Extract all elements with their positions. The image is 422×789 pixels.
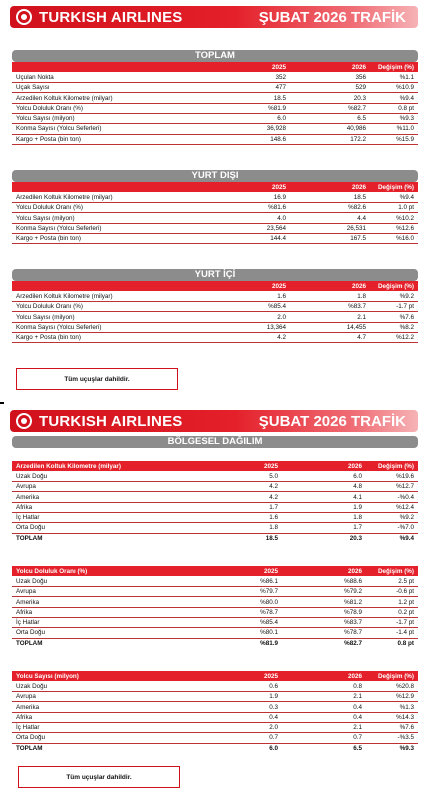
table-cell: %9.4 [370, 192, 418, 202]
table-cell: %9.4 [399, 534, 414, 542]
row-label: Yolcu Doluluk Oranı (%) [12, 203, 198, 213]
row-label: Afrika [12, 502, 192, 512]
table-row [12, 502, 418, 512]
table-row [12, 312, 418, 322]
column-header-metric [12, 62, 198, 72]
table-cell: %7.6 [366, 722, 418, 732]
table-row [12, 302, 418, 312]
airline-logo-icon [16, 413, 32, 429]
table-cell: 36,928 [198, 124, 290, 134]
table-cell: %78.7 [192, 607, 282, 617]
row-label: Avrupa [12, 692, 192, 702]
table-cell: 4.2 [192, 482, 282, 492]
table-header-row [12, 671, 418, 681]
row-label: Yolcu Sayısı (milyon) [12, 213, 198, 223]
table-header-row [12, 182, 418, 192]
table-cell: %10.9 [370, 83, 418, 93]
column-header: 2026 [282, 461, 366, 471]
row-label: Uçulan Nokta [12, 72, 198, 82]
header-banner [10, 410, 418, 432]
table-total-row [12, 743, 418, 753]
column-header: 2025 [198, 182, 290, 192]
section-heading: YURT DIŞI [12, 170, 418, 182]
traffic-table [12, 461, 418, 543]
column-header: Değişim (%) [366, 671, 418, 681]
column-header: 2026 [290, 182, 370, 192]
table-cell: -%3.5 [366, 733, 418, 743]
table-cell: %12.7 [366, 482, 418, 492]
table-row [12, 681, 418, 691]
table-cell: 0.4 [282, 702, 366, 712]
table-row [12, 587, 418, 597]
table-cell: %8.2 [370, 322, 418, 332]
row-label: TOPLAM [16, 534, 43, 542]
table-row [12, 628, 418, 638]
table-cell: -1.7 pt [370, 302, 418, 312]
table-cell: 4.2 [198, 332, 290, 342]
table-cell: 13,364 [198, 322, 290, 332]
table-cell: 0.8 [282, 681, 366, 691]
brand-name: TURKISH AIRLINES [39, 8, 183, 26]
table-cell: %83.7 [282, 617, 366, 627]
table-cell: %1.3 [366, 702, 418, 712]
table-cell: %12.6 [370, 223, 418, 233]
table-cell: 23,564 [198, 223, 290, 233]
section-yurt-ici [12, 269, 418, 343]
table-cell: 0.8 pt [370, 103, 418, 113]
row-label: Afrika [12, 607, 192, 617]
section-heading: YURT İÇİ [12, 269, 418, 281]
table-total-row [12, 533, 418, 543]
table-cell: 6.0 [269, 744, 278, 752]
traffic-table [12, 62, 418, 145]
table-row [12, 93, 418, 103]
traffic-table [12, 281, 418, 343]
table-row [12, 523, 418, 533]
table-cell: 6.5 [353, 744, 362, 752]
table-cell: 2.5 pt [366, 576, 418, 586]
table-cell: 18.5 [265, 534, 278, 542]
row-label: TOPLAM [16, 639, 43, 647]
section-heading: BÖLGESEL DAĞILIM [12, 436, 418, 448]
report-title: ŞUBAT 2026 TRAFİK [258, 412, 406, 430]
section-toplam [12, 50, 418, 145]
column-header: Değişim (%) [366, 461, 418, 471]
table-cell: 172.2 [290, 134, 370, 144]
table-cell: 5.0 [192, 471, 282, 481]
table-cell: 0.6 [192, 681, 282, 691]
row-label: Orta Doğu [12, 523, 192, 533]
table-cell: %16.0 [370, 233, 418, 243]
column-header: Değişim (%) [370, 182, 418, 192]
table-cell: %9.4 [370, 93, 418, 103]
table-cell: 477 [198, 83, 290, 93]
table-cell: %11.0 [370, 124, 418, 134]
table-cell: %79.2 [282, 587, 366, 597]
regional-ask-table [12, 461, 418, 543]
table-row [12, 733, 418, 743]
airline-logo-icon [16, 9, 32, 25]
column-header-metric: Arzedilen Koltuk Kilometre (milyar) [12, 461, 192, 471]
column-header: 2025 [192, 566, 282, 576]
row-label: Orta Doğu [12, 628, 192, 638]
table-row [12, 722, 418, 732]
table-cell: -%0.4 [366, 492, 418, 502]
section-yurt-disi [12, 170, 418, 244]
table-cell: 4.7 [290, 332, 370, 342]
table-cell: %19.6 [366, 471, 418, 481]
table-cell: %81.9 [260, 639, 278, 647]
table-cell: -%7.0 [366, 523, 418, 533]
table-cell: 148.6 [198, 134, 290, 144]
table-row [12, 607, 418, 617]
row-label: Orta Doğu [12, 733, 192, 743]
row-label: Kargo + Posta (bin ton) [12, 233, 198, 243]
table-cell: %14.3 [366, 712, 418, 722]
table-cell: 2.1 [282, 692, 366, 702]
table-cell: -0.6 pt [366, 587, 418, 597]
table-header-row [12, 62, 418, 72]
table-cell: 0.4 [192, 712, 282, 722]
table-row [12, 233, 418, 243]
table-cell: %9.3 [370, 113, 418, 123]
table-cell: 0.8 pt [397, 639, 414, 647]
table-row [12, 213, 418, 223]
column-header-metric [12, 281, 198, 291]
row-label: Kargo + Posta (bin ton) [12, 134, 198, 144]
section-regional-heading [12, 436, 418, 448]
column-header: 2026 [290, 281, 370, 291]
column-header: 2026 [282, 671, 366, 681]
table-row [12, 492, 418, 502]
row-label: İç Hatlar [12, 512, 192, 522]
table-cell: %10.2 [370, 213, 418, 223]
table-row [12, 617, 418, 627]
row-label: Konma Sayısı (Yolcu Seferleri) [12, 223, 198, 233]
table-cell: 18.5 [290, 192, 370, 202]
table-cell: %9.2 [366, 512, 418, 522]
table-cell: 16.9 [198, 192, 290, 202]
table-cell: %86.1 [192, 576, 282, 586]
row-label: Yolcu Doluluk Oranı (%) [12, 302, 198, 312]
table-cell: 4.4 [290, 213, 370, 223]
section-heading: TOPLAM [12, 50, 418, 62]
table-cell: 1.9 [192, 692, 282, 702]
table-header-row [12, 566, 418, 576]
table-cell: 1.8 [282, 512, 366, 522]
table-cell: 18.5 [198, 93, 290, 103]
table-cell: %85.4 [192, 617, 282, 627]
row-label: Uzak Doğu [12, 471, 192, 481]
table-cell: 1.7 [192, 502, 282, 512]
table-cell: 529 [290, 83, 370, 93]
table-cell: 40,986 [290, 124, 370, 134]
table-row [12, 322, 418, 332]
table-cell: 6.5 [290, 113, 370, 123]
row-label: Amerika [12, 597, 192, 607]
table-cell: 14,455 [290, 322, 370, 332]
page-divider [0, 396, 422, 404]
table-cell: %78.7 [282, 628, 366, 638]
column-header: 2025 [192, 461, 282, 471]
table-row [12, 576, 418, 586]
table-header-row [12, 461, 418, 471]
row-label: Avrupa [12, 587, 192, 597]
table-cell: %82.7 [344, 639, 362, 647]
table-row [12, 192, 418, 202]
table-cell: 144.4 [198, 233, 290, 243]
table-cell: 356 [290, 72, 370, 82]
row-label: Kargo + Posta (bin ton) [12, 332, 198, 342]
table-cell: 1.7 [282, 523, 366, 533]
table-cell: -1.7 pt [366, 617, 418, 627]
row-label: Konma Sayısı (Yolcu Seferleri) [12, 322, 198, 332]
table-cell: %83.7 [290, 302, 370, 312]
row-label: İç Hatlar [12, 617, 192, 627]
footnote-box: Tüm uçuşlar dahildir. [18, 766, 180, 788]
table-cell: %78.9 [282, 607, 366, 617]
footnote-box: Tüm uçuşlar dahildir. [16, 368, 178, 390]
table-row [12, 223, 418, 233]
column-header: 2025 [198, 281, 290, 291]
table-cell: 1.6 [192, 512, 282, 522]
table-row [12, 203, 418, 213]
table-cell: %80.0 [192, 597, 282, 607]
table-cell: 26,531 [290, 223, 370, 233]
table-cell: %88.6 [282, 576, 366, 586]
table-cell: 20.3 [349, 534, 362, 542]
table-row [12, 72, 418, 82]
table-cell: %82.7 [290, 103, 370, 113]
row-label: Konma Sayısı (Yolcu Seferleri) [12, 124, 198, 134]
table-row [12, 712, 418, 722]
table-cell: 4.0 [198, 213, 290, 223]
traffic-page-regional [0, 404, 422, 789]
table-row [12, 124, 418, 134]
table-cell: 352 [198, 72, 290, 82]
row-label: Amerika [12, 702, 192, 712]
column-header-metric: Yolcu Doluluk Oranı (%) [12, 566, 192, 576]
row-label: Arzedilen Koltuk Kilometre (milyar) [12, 93, 198, 103]
column-header: 2026 [290, 62, 370, 72]
traffic-table [12, 671, 418, 753]
traffic-table [12, 566, 418, 648]
table-cell: 0.4 [282, 712, 366, 722]
table-cell: 0.3 [192, 702, 282, 712]
table-row [12, 471, 418, 481]
row-label: Uzak Doğu [12, 681, 192, 691]
table-cell: 4.2 [192, 492, 282, 502]
table-cell: 6.0 [198, 113, 290, 123]
table-row [12, 332, 418, 342]
row-label: Uçak Sayısı [12, 83, 198, 93]
table-cell: %20.8 [366, 681, 418, 691]
table-cell: 20.3 [290, 93, 370, 103]
table-row [12, 692, 418, 702]
column-header: Değişim (%) [370, 62, 418, 72]
table-row [12, 512, 418, 522]
report-title: ŞUBAT 2026 TRAFİK [258, 8, 406, 26]
table-cell: 2.0 [192, 722, 282, 732]
table-cell: %15.9 [370, 134, 418, 144]
table-row [12, 113, 418, 123]
table-cell: 167.5 [290, 233, 370, 243]
row-label: Uzak Doğu [12, 576, 192, 586]
table-cell: %1.1 [370, 72, 418, 82]
table-cell: %9.3 [399, 744, 414, 752]
row-label: Arzedilen Koltuk Kilometre (milyar) [12, 291, 198, 301]
row-label: Yolcu Doluluk Oranı (%) [12, 103, 198, 113]
table-cell: 1.8 [192, 523, 282, 533]
table-row [12, 83, 418, 93]
column-header: Değişim (%) [366, 566, 418, 576]
table-cell: %81.2 [282, 597, 366, 607]
table-cell: 1.2 pt [366, 597, 418, 607]
row-label: Yolcu Sayısı (milyon) [12, 113, 198, 123]
table-cell: %79.7 [192, 587, 282, 597]
regional-load-factor-table [12, 566, 418, 648]
table-row [12, 702, 418, 712]
table-cell: %7.6 [370, 312, 418, 322]
table-cell: 2.0 [198, 312, 290, 322]
row-label: Arzedilen Koltuk Kilometre (milyar) [12, 192, 198, 202]
table-cell: 1.9 [282, 502, 366, 512]
row-label: İç Hatlar [12, 722, 192, 732]
table-row [12, 597, 418, 607]
table-cell: %82.6 [290, 203, 370, 213]
table-cell: %85.4 [198, 302, 290, 312]
column-header: 2026 [282, 566, 366, 576]
table-cell: %80.1 [192, 628, 282, 638]
table-cell: %9.2 [370, 291, 418, 301]
row-label: Avrupa [12, 482, 192, 492]
table-cell: 4.8 [282, 482, 366, 492]
row-label: Yolcu Sayısı (milyon) [12, 312, 198, 322]
column-header: 2025 [198, 62, 290, 72]
table-total-row [12, 638, 418, 648]
table-cell: -1.4 pt [366, 628, 418, 638]
column-header-metric: Yolcu Sayısı (milyon) [12, 671, 192, 681]
row-label: Afrika [12, 712, 192, 722]
table-cell: %81.9 [198, 103, 290, 113]
table-cell: %81.6 [198, 203, 290, 213]
column-header: 2025 [192, 671, 282, 681]
table-cell: 1.6 [198, 291, 290, 301]
table-row [12, 134, 418, 144]
table-cell: 0.7 [282, 733, 366, 743]
table-header-row [12, 281, 418, 291]
table-cell: 2.1 [282, 722, 366, 732]
table-cell: %12.2 [370, 332, 418, 342]
table-cell: 0.7 [192, 733, 282, 743]
brand-name: TURKISH AIRLINES [39, 412, 183, 430]
table-cell: 0.2 pt [366, 607, 418, 617]
table-cell: %12.9 [366, 692, 418, 702]
column-header: Değişim (%) [370, 281, 418, 291]
table-row [12, 103, 418, 113]
table-row [12, 291, 418, 301]
table-cell: 6.0 [282, 471, 366, 481]
table-cell: 1.8 [290, 291, 370, 301]
table-cell: 1.0 pt [370, 203, 418, 213]
row-label: Amerika [12, 492, 192, 502]
table-cell: %12.4 [366, 502, 418, 512]
regional-passengers-table [12, 671, 418, 753]
row-label: TOPLAM [16, 744, 43, 752]
column-header-metric [12, 182, 198, 192]
table-cell: 4.1 [282, 492, 366, 502]
header-banner [10, 6, 418, 28]
traffic-table [12, 182, 418, 244]
table-row [12, 482, 418, 492]
table-cell: 2.1 [290, 312, 370, 322]
